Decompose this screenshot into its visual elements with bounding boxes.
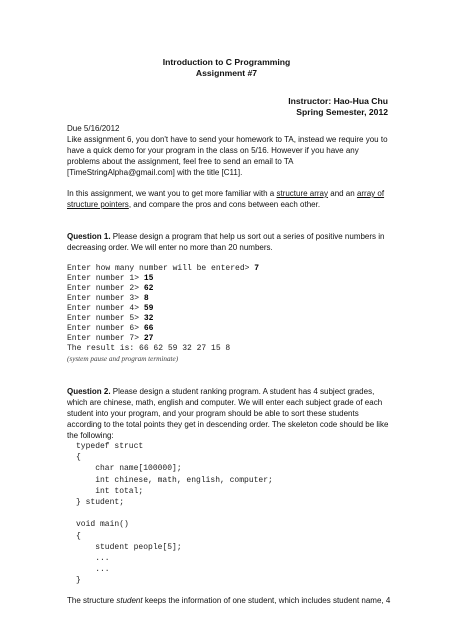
question-1-sample-io bbox=[67, 264, 259, 354]
question-2-paragraph bbox=[67, 386, 389, 441]
purpose-text-middle: and an bbox=[328, 189, 357, 198]
structure-array-term: structure array bbox=[276, 189, 329, 198]
io-value: 27 bbox=[143, 334, 154, 343]
io-prompt: Enter number 4> bbox=[67, 304, 144, 313]
io-prompt: Enter how many number will be entered> bbox=[67, 264, 255, 273]
semester-label: Spring Semester, 2012 bbox=[296, 107, 388, 117]
purpose-text-before: In this assignment, we want you to get more familiar with a bbox=[67, 189, 277, 198]
pointer-array-term: array of structure pointers bbox=[67, 189, 385, 209]
question-2-label: Question 2. bbox=[67, 387, 111, 396]
io-prompt: Enter number 6> bbox=[67, 324, 144, 333]
code-line bbox=[76, 508, 273, 519]
closing-text-after: keeps the information of one student, which includes student name, 4 bbox=[142, 596, 391, 605]
purpose-text-after: , and compare the pros and cons between each other. bbox=[128, 200, 321, 209]
io-line bbox=[67, 284, 259, 294]
io-prompt: Enter number 7> bbox=[67, 334, 144, 343]
io-prompt: Enter number 1> bbox=[67, 274, 144, 283]
io-line bbox=[67, 264, 259, 274]
question-1-text: Please design a program that help us sort out a series of positive numbers in decreasing order. We will enter no more than 20 numbers. bbox=[67, 232, 385, 252]
code-line: typedef struct bbox=[76, 442, 144, 451]
skeleton-code bbox=[76, 441, 273, 587]
io-value: 62 bbox=[143, 284, 154, 293]
closing-text-before: The structure bbox=[67, 596, 117, 605]
io-line bbox=[67, 324, 259, 334]
io-line bbox=[67, 274, 259, 284]
io-prompt: Enter number 2> bbox=[67, 284, 144, 293]
code-line: } bbox=[76, 576, 81, 586]
io-prompt: Enter number 3> bbox=[67, 294, 144, 303]
io-value: 8 bbox=[143, 294, 149, 303]
purpose-paragraph bbox=[67, 188, 389, 210]
code-line: } student; bbox=[76, 498, 125, 508]
assignment-subtitle: Assignment #7 bbox=[195, 68, 258, 78]
io-value: 59 bbox=[143, 304, 154, 313]
code-line: ... bbox=[76, 554, 110, 564]
code-line: student people[5]; bbox=[76, 542, 182, 552]
code-line: void main() bbox=[76, 520, 129, 530]
io-value: 15 bbox=[143, 274, 154, 283]
intro-paragraph: Like assignment 6, you don't have to send your homework to TA, instead we require you to have a quick demo for your program in the class on 5/16. However if you have any problems about the assignment, feel free to send an email to TA [TimeStringAlpha@gmail.com] with the title [C11]. bbox=[67, 135, 388, 177]
code-line: ... bbox=[76, 565, 110, 575]
instructor-name: Instructor: Hao-Hua Chu bbox=[288, 96, 388, 106]
result-line: The result is: 66 62 59 32 27 15 8 bbox=[67, 344, 231, 353]
io-line bbox=[67, 334, 259, 344]
code-line: char name[100000]; bbox=[76, 464, 182, 474]
student-term: student bbox=[116, 596, 143, 605]
io-line bbox=[67, 294, 259, 304]
io-prompt: Enter number 5> bbox=[67, 314, 144, 323]
question-2-text: Please design a student ranking program. A student has 4 subject grades, which are chinese, math, english and computer. We will enter each subject grade of each student into your program, and your program should be able to sort these students according to the total points they get in descending order. The skeleton code should be like the following: bbox=[67, 387, 389, 440]
closing-paragraph bbox=[67, 595, 397, 606]
question-1-label: Question 1. bbox=[67, 232, 111, 241]
code-line: int total; bbox=[76, 486, 144, 496]
code-line: { bbox=[76, 531, 81, 541]
due-date: Due 5/16/2012 bbox=[67, 124, 120, 133]
io-value: 7 bbox=[254, 264, 260, 273]
program-note: (system pause and program terminate) bbox=[67, 355, 179, 363]
code-line: int chinese, math, english, computer; bbox=[76, 475, 273, 485]
io-line bbox=[67, 304, 259, 314]
io-value: 32 bbox=[143, 314, 154, 323]
io-line bbox=[67, 314, 259, 324]
document-title: Introduction to C Programming bbox=[162, 57, 291, 67]
question-1-paragraph bbox=[67, 231, 389, 253]
code-line: { bbox=[76, 453, 81, 463]
io-value: 66 bbox=[143, 324, 154, 333]
